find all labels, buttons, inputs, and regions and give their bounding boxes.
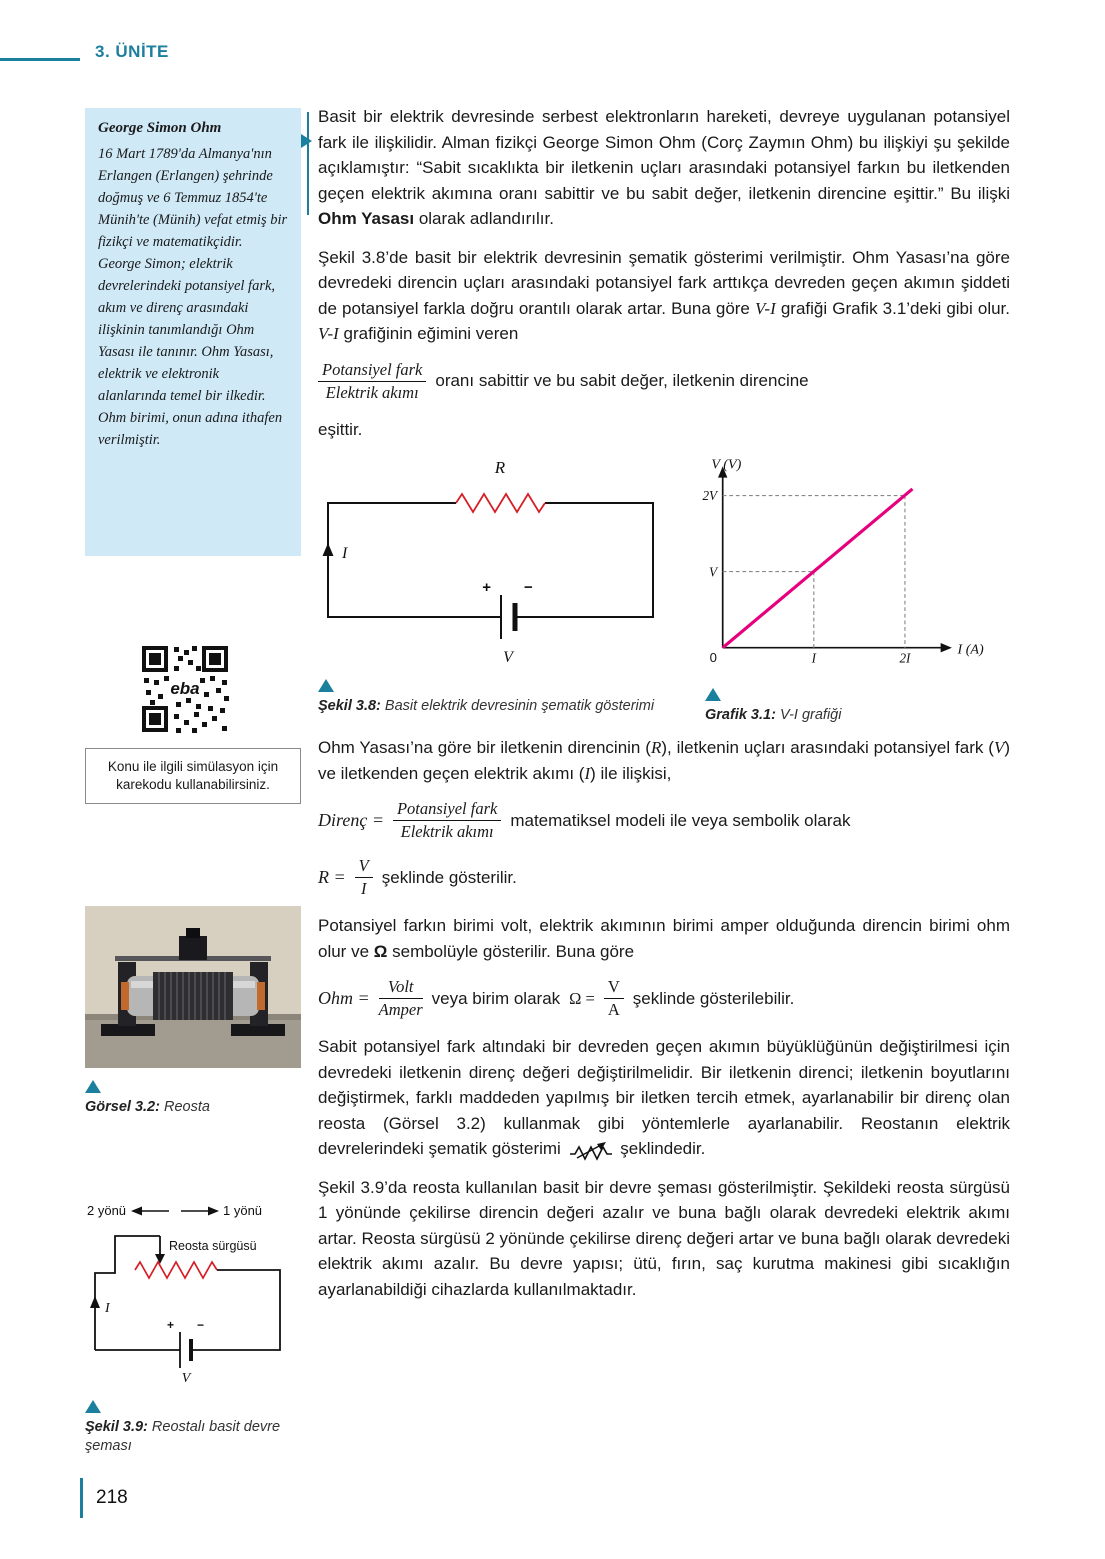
- text-segment: grafiği Grafik 3.1’deki gibi olur.: [775, 298, 1010, 318]
- symbol-v: V: [993, 738, 1005, 757]
- fraction-numerator: Volt: [379, 977, 423, 999]
- gorsel-3-2-figure: [85, 906, 301, 1117]
- text-segment: Basit bir elektrik devresinde serbest elektronların hareketi, devreye uygulanan potansiyel fark ile ilişkilidir. Alman fizikçi George Simon Ohm (Corç Zaymın Ohm) bu ilişkiyi şu şekilde açıklamıştır: “Sabit sıcaklıkta bir iletkenin uçları arasındaki potansiyel farkın bu iletkenden geçen elektrik akımına oranı sabittir ve bu sabit değer, iletkenin direncine eşittir.” Bu ilişki: [318, 107, 1010, 203]
- direction-1-label: 1 yönü: [223, 1203, 263, 1218]
- vi-term: V-I: [754, 298, 776, 318]
- sekil-3-8-caption: [318, 697, 658, 716]
- caption-marker-icon: [318, 679, 334, 692]
- current-arrow-icon: [323, 543, 334, 556]
- fraction: [379, 977, 423, 1020]
- fraction-denominator: Amper: [378, 1000, 423, 1019]
- slider-label: Reosta sürgüsü: [169, 1239, 257, 1253]
- formula-lhs: R =: [318, 867, 346, 887]
- vi-term: V-I: [318, 324, 339, 343]
- formula-lhs: Direnç =: [318, 810, 384, 830]
- tick-v: V: [709, 564, 718, 580]
- fraction: [318, 360, 426, 403]
- omega-equals: [569, 989, 595, 1009]
- bio-pointer-line: [307, 112, 309, 215]
- formula-lhs: Ohm =: [318, 988, 370, 1008]
- caption-label: Grafik 3.1:: [705, 707, 776, 723]
- rheostat-photo: [85, 906, 301, 1068]
- battery-plus: +: [482, 579, 491, 596]
- fraction: [604, 977, 624, 1020]
- text-segment: matematiksel modeli ile veya sembolik olarak: [510, 810, 851, 830]
- battery-minus: −: [524, 579, 533, 596]
- battery-plus: +: [166, 1318, 174, 1332]
- left-arrow-icon: [131, 1207, 142, 1216]
- bio-box: [85, 108, 301, 556]
- voltage-label: V: [181, 1371, 191, 1386]
- vi-line: [723, 489, 913, 648]
- unit-divider-line: [0, 58, 80, 61]
- r-equals-vi-formula: [318, 856, 1010, 899]
- current-label: I: [342, 545, 348, 562]
- formula-lhs: Ω =: [569, 988, 595, 1008]
- paragraph-sekil39: Şekil 3.9’da reosta kullanılan basit bir devre şeması gösterilmiştir. Şekildeki reosta sürgüsü 1 yönünde çekilirse direncin değeri azalır ve buna bağlı olarak devredeki elektrik akımı artar. Reosta sürgüsü 2 yönünde çekilirse direnç değeri artar ve buna bağlı olarak devredeki elektrik akımı azalır. Bu devre yapısı; ütü, fırın, saç kurutma makinesi gibi sıcaklığın ayarlanabildiği cihazlarda kullanılmaktadır.: [318, 1177, 1010, 1299]
- text-esittir: eşittir.: [318, 419, 363, 439]
- fraction: [393, 799, 501, 842]
- grafik-3-1-caption-block: [705, 688, 997, 725]
- fraction-denominator: A: [607, 1000, 620, 1019]
- caption-marker-icon: [705, 688, 721, 701]
- paragraph-units: [318, 913, 1010, 964]
- bio-title: George Simon Ohm: [98, 120, 222, 136]
- resistor-zigzag: [135, 1262, 217, 1278]
- fraction-denominator: Elektrik akımı: [400, 822, 494, 841]
- tick-i: I: [811, 650, 817, 666]
- qr-note-box: Konu ile ilgili simülasyon için karekodu kullanabilirsiniz.: [85, 748, 301, 804]
- sekil-3-9-figure: [85, 1200, 301, 1456]
- caption-marker-icon: [85, 1400, 101, 1413]
- voltage-label: V: [503, 649, 513, 666]
- rheostat-circuit-diagram: [85, 1200, 301, 1388]
- sekil-3-9-caption: [85, 1418, 301, 1456]
- y-axis-label: V (V): [711, 456, 742, 473]
- unit-title: 3. ÜNİTE: [95, 42, 169, 61]
- bio-pointer-arrow-icon: [301, 134, 312, 148]
- text-segment: ) ve iletkenden geçen elektrik akımı (: [318, 738, 1010, 783]
- gorsel-3-2-caption: [85, 1098, 301, 1117]
- ohm-unit-formula: [318, 977, 1010, 1020]
- current-label: I: [105, 1301, 110, 1316]
- fraction-numerator: V: [604, 977, 624, 999]
- text-segment: Şekil 3.8’de basit bir elektrik devresinin şematik gösterimi verilmiştir. Ohm Yasası’na göre devredeki direncin uçları arasındaki potansiyel fark arttıkça devreden geçen akımın şiddeti de potansiyel farkla doğru orantılı olarak artar. Buna göre: [318, 247, 1010, 318]
- qr-code: [138, 642, 232, 741]
- page-number: 218: [96, 1487, 128, 1508]
- text-segment: Sabit potansiyel fark altındaki bir devreden geçen akımın büyüklüğünün değiştirilmesi için devredeki iletkenin direnç değeri değiştirilmelidir. Bir iletkenin direnci; iletkenin boyutlarını değiştirmek, farklı maddeden yapılmış bir iletken tercih etmek, ayarlanabilir bir direnç olan reosta (Görsel 3.2) kullanmak gibi yöntemlerle ayarlanabilir. Reostanın elektrik devrelerindeki şematik gösterimi: [318, 1037, 1010, 1158]
- caption-text: Reosta: [163, 1099, 210, 1115]
- symbol-r: R: [650, 738, 662, 757]
- text-segment: veya birim olarak: [431, 988, 561, 1008]
- caption-text: V-I grafiği: [779, 707, 842, 723]
- text-segment: şeklindedir.: [615, 1139, 706, 1158]
- bio-body: 16 Mart 1789'da Almanya'nın Erlangen (Erlangen) şehrinde doğmuş ve 6 Temmuz 1854'te Münih'te (Münih) vefat etmiş bir fizikçi ve matematikçidir. George Simon; elektrik devrelerindeki potansiyel fark, akım ve direnç arasındaki ilişkinin tanımlandığı Ohm Yasası ile tanınır. Ohm Yasası, elektrik ve elektronik alanlarında temel bir ilkedir. Ohm birimi, onun adına ithafen verilmiştir.: [98, 146, 288, 448]
- fraction-denominator: Elektrik akımı: [325, 382, 419, 402]
- fraction-numerator: Potansiyel fark: [318, 360, 426, 382]
- text-segment: grafiğinin eğimini veren: [338, 324, 519, 343]
- text-segment: sembolüyle gösterilir. Buna göre: [387, 941, 635, 961]
- ohm-law-term: Ohm Yasası: [318, 209, 415, 228]
- text-segment: şeklinde gösterilir.: [381, 867, 517, 887]
- slope-ratio-formula: [318, 360, 1010, 403]
- caption-text: Basit elektrik devresinin şematik gösterimi: [384, 698, 655, 714]
- text-segment: şeklinde gösterilebilir.: [632, 988, 795, 1008]
- figures-row: [318, 455, 1010, 725]
- text-segment: ) ile ilişkisi,: [590, 763, 672, 783]
- qr-brand-label: eba: [170, 679, 200, 698]
- paragraph-sekil38-intro: [318, 245, 1010, 347]
- text-segment: Ohm Yasası’na göre bir iletkenin direncinin (: [318, 738, 651, 757]
- x-axis-label: I (A): [957, 641, 984, 658]
- slider-arrow-icon: [155, 1254, 165, 1264]
- vi-graph: [687, 455, 997, 676]
- current-arrow-icon: [90, 1296, 100, 1308]
- page-number-block: [80, 1478, 128, 1518]
- text-segment: Potansiyel farkın birimi volt, elektrik akımının birimi amper olduğunda direncin birimi ohm olur ve: [318, 916, 1010, 961]
- page-number-bar: [80, 1478, 83, 1518]
- caption-text: Reostalı basit devre şeması: [85, 1419, 281, 1454]
- circuit-diagram: [318, 455, 663, 667]
- right-arrow-icon: [208, 1207, 219, 1216]
- omega-symbol: Ω: [373, 941, 388, 961]
- origin-label: 0: [709, 649, 717, 665]
- paragraph-rheostat: [318, 1034, 1010, 1162]
- resistance-label: R: [494, 458, 506, 477]
- caption-label: Şekil 3.8:: [318, 698, 381, 714]
- fraction-numerator: V: [355, 856, 373, 878]
- fraction-denominator: I: [360, 879, 367, 898]
- x-axis-arrow-icon: [941, 643, 952, 652]
- main-content: [318, 104, 1010, 1315]
- sekil-3-8-figure: [318, 455, 663, 725]
- paragraph-ohm-intro: [318, 104, 1010, 232]
- caption-label: Görsel 3.2:: [85, 1099, 160, 1115]
- fraction-numerator: Potansiyel fark: [393, 799, 501, 821]
- symbol-i: I: [584, 763, 591, 783]
- fraction: [355, 856, 373, 899]
- resistance-definition-formula: [318, 799, 1010, 842]
- caption-label: Şekil 3.9:: [85, 1419, 148, 1435]
- rheostat-symbol-icon: [568, 1139, 614, 1161]
- grafik-3-1-figure: [687, 455, 997, 725]
- resistor-zigzag: [456, 494, 545, 512]
- caption-marker-icon: [85, 1080, 101, 1093]
- paragraph-ohm-relation: [318, 735, 1010, 786]
- direction-2-label: 2 yönü: [87, 1203, 127, 1218]
- text-segment: olarak adlandırılır.: [414, 209, 554, 228]
- text-segment: oranı sabittir ve bu sabit değer, iletkenin direncine: [435, 371, 809, 390]
- tick-2i: 2I: [899, 650, 911, 666]
- text-segment: ), iletkenin uçları arasındaki potansiyel fark (: [661, 738, 994, 757]
- tick-2v: 2V: [702, 488, 718, 504]
- qr-code-image: [138, 642, 232, 736]
- grafik-3-1-caption: [705, 706, 997, 725]
- battery-minus: −: [197, 1318, 205, 1332]
